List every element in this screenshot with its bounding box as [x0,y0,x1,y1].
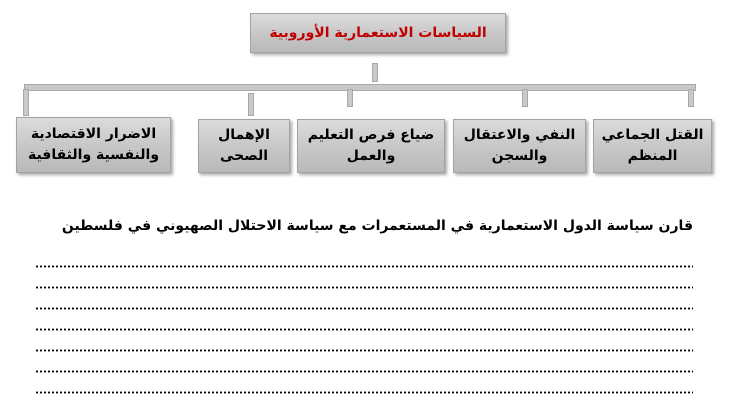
answer-line[interactable] [35,391,693,394]
branch-label-line1: النفي والاعتقال [463,127,576,143]
branch-label-line2: والسجن [491,148,548,164]
branch-label-line1: الإهمال [218,127,270,143]
question-text: قارن سياسة الدول الاستعمارية في المستعمرات مع سياسة الاحتلال الصهيوني في فلسطين [61,218,693,234]
connector-drop-1 [688,89,694,107]
branch-label-line1: الاضرار الاقتصادية [30,126,157,142]
answer-line[interactable] [35,307,693,310]
branch-label-line1: ضياع فرص التعليم [307,127,435,143]
diagram-title-box [250,13,506,53]
branch-box-mass-killing [593,119,712,173]
branch-label-line2: والعمل [346,148,396,164]
answer-line[interactable] [35,328,693,331]
branch-box-health-neglect [198,119,290,173]
connector-drop-5 [23,89,29,116]
connector-drop-3 [347,89,353,107]
branch-box-exile-detention [453,119,586,173]
connector-drop-2 [522,89,528,107]
answer-line[interactable] [35,265,693,268]
branch-label-line2: الصحى [219,148,269,164]
diagram-title: السياسات الاستعمارية الأوروبية [269,24,487,41]
connector-drop-4 [248,93,254,116]
branch-box-economic-damage [16,117,171,173]
answer-line[interactable] [35,370,693,373]
connector-stem [372,63,378,82]
branch-box-lost-opportunities [297,119,445,173]
branch-label-line1: القتل الجماعي [601,127,704,143]
answer-line[interactable] [35,286,693,289]
branch-label-line2: المنظم [627,148,678,164]
answer-line[interactable] [35,349,693,352]
branch-label-line2: والنفسية والثقافية [27,147,160,163]
connector-horizontal-bar [24,84,696,91]
